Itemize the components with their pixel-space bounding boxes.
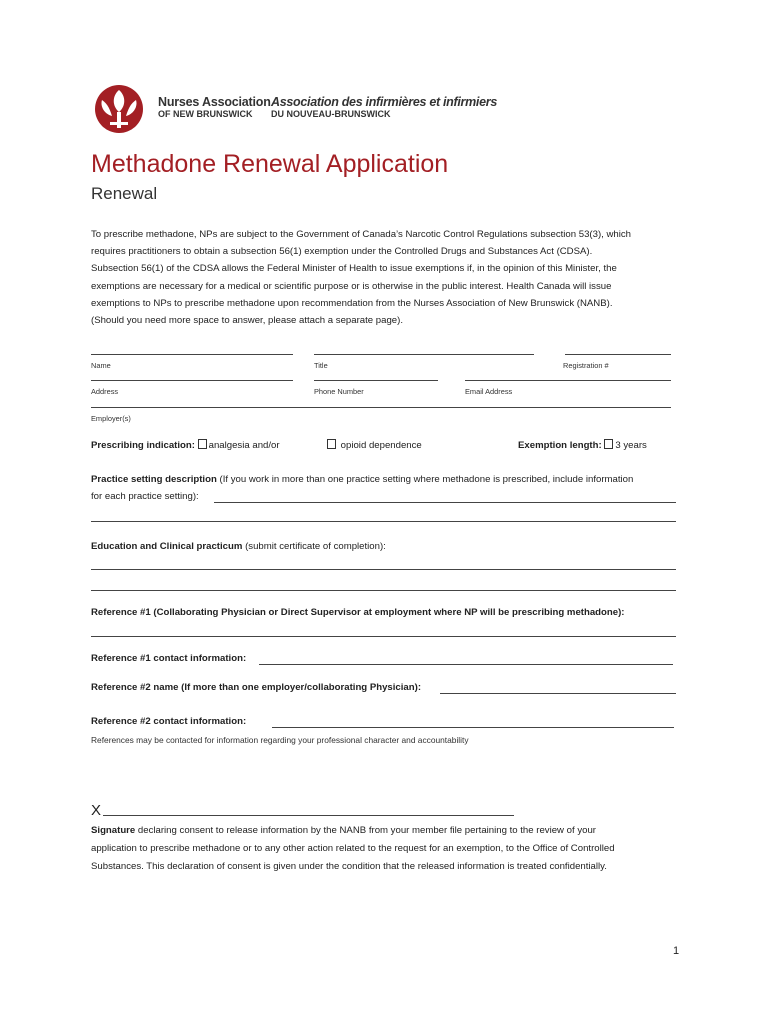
reference-2-name-field[interactable] [440,693,676,694]
prescribing-indication-label: Prescribing indication: [91,440,195,451]
exemption-length-label: Exemption length: [518,440,602,451]
intro-line: (Should you need more space to answer, please attach a separate page). [91,315,403,327]
address-field[interactable] [91,380,293,381]
reference-2-name-label: Reference #2 name (If more than one employer/collaborating Physician): [91,682,422,693]
logo-english-name: Nurses Association [158,95,271,109]
practice-setting-text: (If you work in more than one practice setting where methadone is prescribed, include information [219,474,634,485]
practice-setting-field-2[interactable] [91,521,676,522]
signature-label: Signature [91,825,136,836]
email-field[interactable] [465,380,671,381]
exemption-length-value: 3 years [615,440,647,451]
opioid-dependence-label: opioid dependence [340,440,422,451]
intro-line: requires practitioners to obtain a subsection 56(1) exemption under the Controlled Drugs and Substances Act (CDSA). [91,246,593,258]
page-number: 1 [673,945,680,957]
phone-label: Phone Number [314,387,364,396]
reference-2-contact-label: Reference #2 contact information: [91,716,247,727]
three-years-checkbox[interactable] [604,439,613,449]
signature-field[interactable] [103,815,514,816]
signature-x-mark: X [91,802,102,819]
opioid-option [327,439,422,451]
education-label: Education and Clinical practicum [91,541,243,552]
intro-paragraph [91,226,691,329]
analgesia-checkbox[interactable] [198,439,207,449]
references-note: References may be contacted for information regarding your professional character and accountability [91,735,469,745]
signature-text-1: declaring consent to release information by the NANB from your member file pertaining to the review of your [137,825,596,836]
reference-1-contact-field[interactable] [259,664,673,665]
signature-text-2: application to prescribe methadone or to any other action related to the request for an exemption, to the Office of Controlled [91,843,615,854]
employer-field[interactable] [91,407,671,408]
page-title: Methadone Renewal Application [91,150,449,178]
logo-english-subtitle: OF NEW BRUNSWICK [158,109,253,119]
address-label: Address [91,387,119,396]
employer-label: Employer(s) [91,414,131,423]
logo-french-subtitle: DU NOUVEAU-BRUNSWICK [271,109,391,119]
intro-line: To prescribe methadone, NPs are subject to the Government of Canada’s Narcotic Control Regulations subsection 53(3), which [91,229,632,240]
opioid-dependence-checkbox[interactable] [327,439,336,449]
reference-1-contact-label: Reference #1 contact information: [91,653,247,664]
registration-field[interactable] [565,354,671,355]
prescribing-indication [91,439,280,451]
name-field[interactable] [91,354,293,355]
title-field[interactable] [314,354,534,355]
email-label: Email Address [465,387,513,396]
reference-1-label: Reference #1 (Collaborating Physician or Direct Supervisor at employment where NP will be prescribing methadone): [91,607,625,618]
practice-setting-field[interactable] [214,502,676,503]
education-field-2[interactable] [91,590,676,591]
education-text: (submit certificate of completion): [245,541,386,552]
logo-french-name: Association des infirmières et infirmiers [271,95,497,109]
signature-line1 [91,825,596,836]
practice-setting-text-2: for each practice setting): [91,491,199,502]
practice-setting-line1 [91,474,633,485]
analgesia-option-label: analgesia and/or [208,440,280,451]
name-label: Name [91,361,111,370]
phone-field[interactable] [314,380,438,381]
reference-1-field[interactable] [91,636,676,637]
reference-2-contact-field[interactable] [272,727,674,728]
practice-setting-label: Practice setting description [91,474,217,485]
nanb-logo-mark-icon [88,82,150,134]
title-label: Title [314,361,328,370]
education-field[interactable] [91,569,676,570]
intro-line: Subsection 56(1) of the CDSA allows the Federal Minister of Health to issue exemptions if, in the opinion of this Minister, the [91,263,617,275]
education-line [91,541,386,552]
nanb-logo [88,82,508,134]
exemption-length [518,439,647,451]
signature-text-3: Substances. This declaration of consent is given under the condition that the released information is treated confidentially. [91,861,607,872]
intro-line: exemptions to NPs to prescribe methadone upon recommendation from the Nurses Association of New Brunswick (NANB). [91,297,613,309]
page-subtitle: Renewal [91,184,158,203]
registration-label: Registration # [563,361,609,370]
intro-line: exemptions are necessary for a medical or scientific purpose or is otherwise in the public interest. Health Canada will issue [91,280,612,292]
